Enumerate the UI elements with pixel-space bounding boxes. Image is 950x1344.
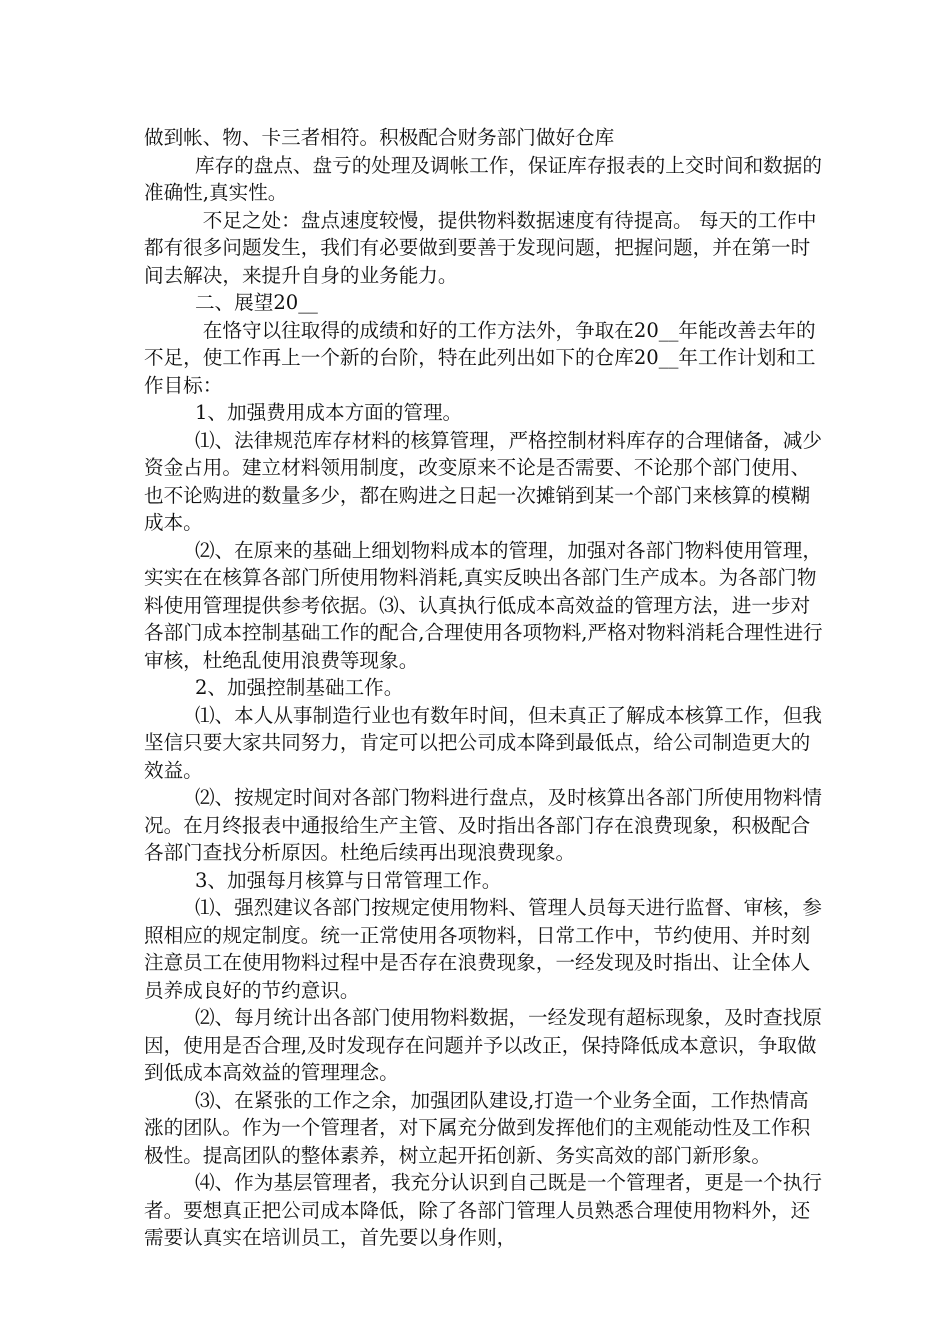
paragraph: 不足之处：盘点速度较慢，提供物料数据速度有待提高。 每天的工作中都有很多问题发生，我们有必要做到要善于发现问题，把握问题，并在第一时间去解决，来提升自身的业务能力。	[144, 208, 817, 287]
list-item: ⑵、按规定时间对各部门物料进行盘点，及时核算出各部门所使用物料情况。在月终报表中通报给生产主管、及时指出各部门存在浪费现象，积极配合各部门查找分析原因。杜绝后续再出现浪费现象。	[144, 786, 822, 864]
paragraph: 做到帐、物、卡三者相符。积极配合财务部门做好仓库	[144, 126, 615, 149]
list-item: ⑵、每月统计出各部门使用物料数据，一经发现有超标现象，及时查找原因，使用是否合理,及时发现存在问题并予以改正，保持降低成本意识，争取做到低成本高效益的管理理念。	[144, 1006, 822, 1084]
section-heading: 二、展望20__	[194, 291, 318, 314]
list-item: ⑴、本人从事制造行业也有数年时间，但未真正了解成本核算工作，但我坚信只要大家共同努力，肯定可以把公司成本降到最低点，给公司制造更大的效益。	[144, 703, 822, 782]
paragraph: 在恪守以往取得的成绩和好的工作方法外，争取在20__年能改善去年的不足，使工作再上一个新的台阶，特在此列出如下的仓库20__年工作计划和工作目标：	[144, 318, 816, 397]
paragraph: 库存的盘点、盘亏的处理及调帐工作，保证库存报表的上交时间和数据的准确性,真实性。	[144, 153, 822, 204]
list-item: ⑶、在紧张的工作之余，加强团队建设,打造一个业务全面，工作热情高涨的团队。作为一个管理者，对下属充分做到发挥他们的主观能动性及工作积极性。提高团队的整体素养，树立起开拓创新、务实高效的部门新形象。	[144, 1088, 811, 1167]
list-heading: 2、加强控制基础工作。	[194, 676, 404, 699]
list-item: ⑵、在原来的基础上细划物料成本的管理，加强对各部门物料使用管理，实实在在核算各部门所使用物料消耗,真实反映出各部门生产成本。为各部门物料使用管理提供参考依据。⑶、认真执行低成本高效益的管理方法，进一步对各部门成本控制基础工作的配合,合理使用各项物料,严格对物料消耗合理性进行审核，杜绝乱使用浪费等现象。	[144, 538, 823, 672]
document-body	[144, 124, 824, 1252]
list-heading: 1、加强费用成本方面的管理。	[194, 401, 463, 424]
list-item: ⑴、法律规范库存材料的核算管理，严格控制材料库存的合理储备，减少资金占用。建立材料领用制度，改变原来不论是否需要、不论那个部门使用、也不论购进的数量多少，都在购进之日起一次摊销到某一个部门来核算的模糊成本。	[144, 428, 822, 534]
list-heading: 3、加强每月核算与日常管理工作。	[194, 868, 502, 892]
list-item: ⑷、作为基层管理者，我充分认识到自己既是一个管理者，更是一个执行者。要想真正把公司成本降低，除了各部门管理人员熟悉合理使用物料外，还需要认真实在培训员工，首先要以身作则，	[144, 1171, 822, 1249]
list-item: ⑴、强烈建议各部门按规定使用物料、管理人员每天进行监督、审核，参照相应的规定制度。统一正常使用各项物料，日常工作中，节约使用、并时刻注意员工在使用物料过程中是否存在浪费现象，一经发现及时指出、让全体人员养成良好的节约意识。	[144, 896, 822, 1002]
